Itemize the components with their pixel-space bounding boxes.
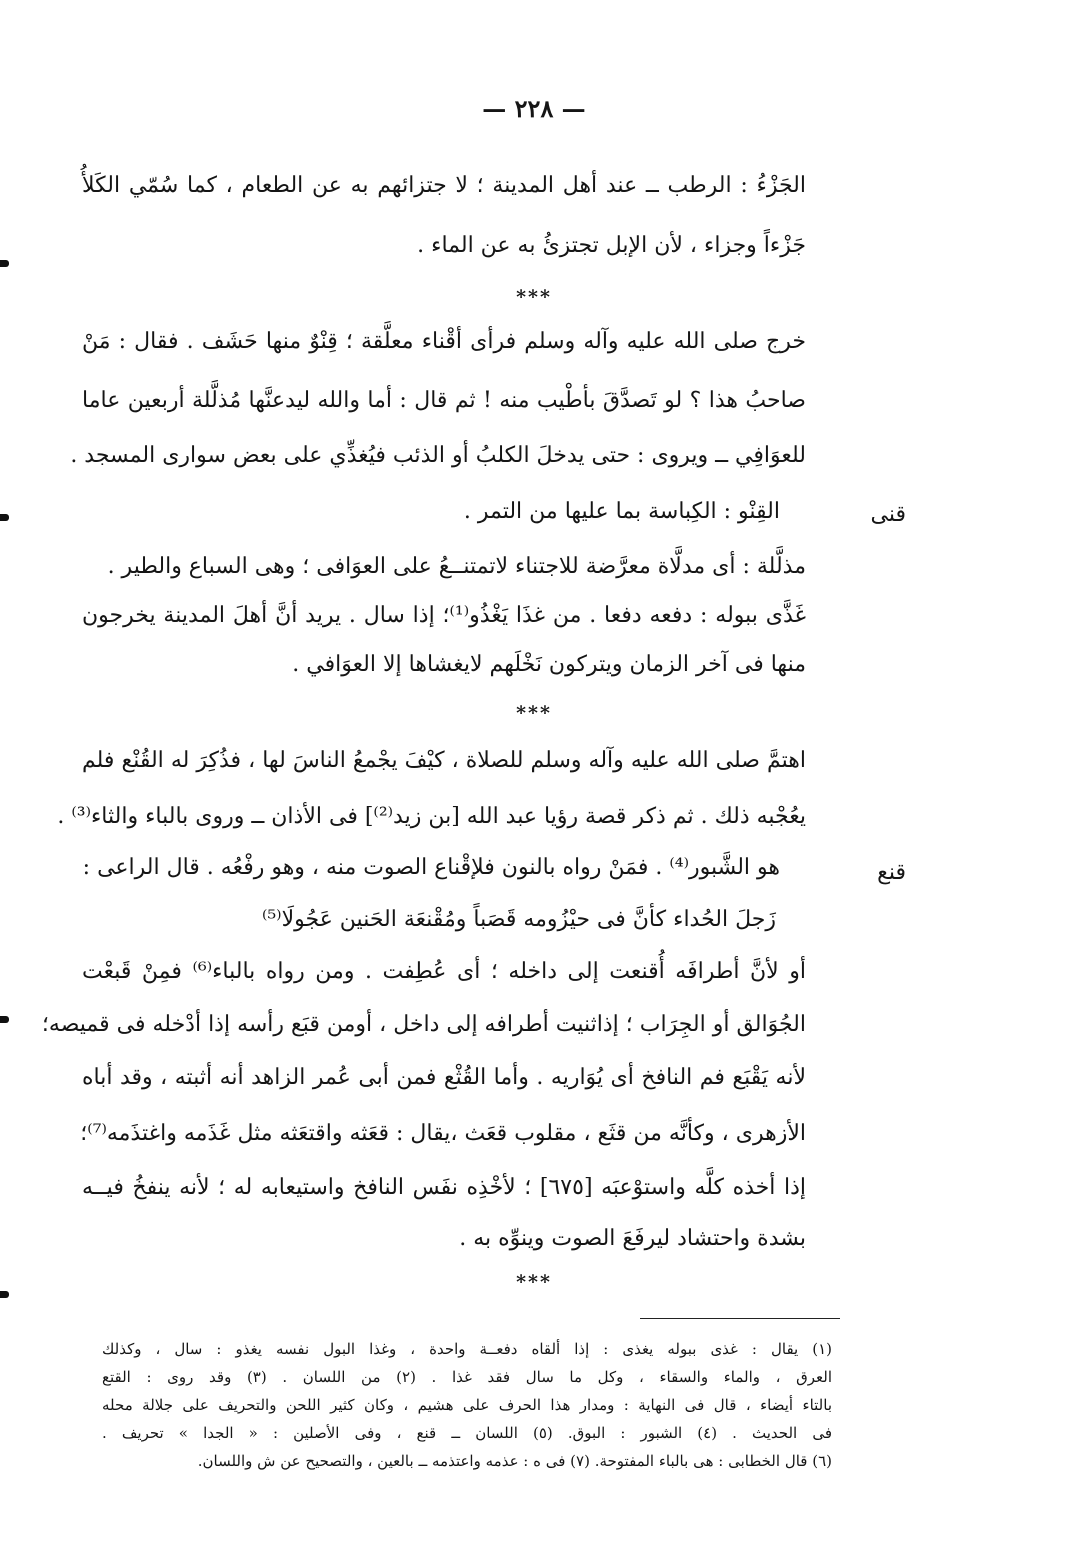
gloss-line: غَذَّى ببوله : دفعه دفعا . من غذَا يَغْذُو⁽¹⁾؛ إذا سال . يريد أنَّ أهلَ المدينة يخرجون [82, 603, 806, 628]
scan-edge-mark [0, 1291, 9, 1298]
text-line: خرج صلى الله عليه وآله وسلم فرأى أقْناء معلَّقة ؛ قِنْوٌ منها حَشَف . فقال : مَنْ [82, 329, 806, 354]
gloss-line: أو لأنَّ أطرافَه أُقنعت إلى داخله ؛ أى عُطِفت . ومن رواه بالباء⁽⁶⁾ فمِنْ قَبعْت [82, 959, 806, 984]
footnote-line: (٦) قال الخطابى : هى بالباء المفتوحة. (٧) فى ه : عذمه واعتذمه ــ بالعين ، والتصحيح عن ش واللسان. [197, 1452, 832, 1470]
text-line: صاحبُ هذا ؟ لو تَصدَّقَ بأطْيب منه ! ثم قال : أما والله ليدعنَّها مُذلَّلة أربعين عاما [82, 388, 806, 413]
text-line: للعوَافِي ــ ويروى : حتى يدخلَ الكلبُ أو الذئب فيُغذِّي على بعض سوارى المسجد . [70, 443, 806, 468]
footnote-line: فى الحديث . (٤) الشبور : البوق. (٥) اللسان ــ قنع ، وفى الأصلين : « الجدا » تحريف . [102, 1424, 833, 1442]
gloss-line: منها فى آخر الزمان ويتركون نَخْلَهم لايغشاها إلا العوَافي . [292, 652, 806, 677]
footnote-line: بالتاء أيضاء ، قال فى النهاية : ومدار هذا الحرف على هشيم ، وكان كثير اللحن والتحريف على جلالة محله [102, 1396, 832, 1414]
gloss-line: القِنْو : الكِباسة بما عليها من التمر . [463, 499, 780, 524]
text-line: جَزْءاً وجزاء ، لأن الإبل تجتزئُ به عن الماء . [417, 233, 806, 258]
scan-edge-mark [0, 260, 9, 267]
text-line: يعُجْبه ذلك . ثم ذكر قصة رؤيا عبد الله [بن زيد⁽²⁾] فى الأذان ــ وروى بالباء والثاء⁽³⁾ . [57, 804, 806, 829]
text-line: الجَزْءُ : الرطب ــ عند أهل المدينة ؛ لا جتزائهم به عن الطعام ، كما سُمّي الكَلأُ [82, 173, 806, 198]
section-separator: *** [516, 286, 552, 308]
page-number: — ٢٢٨ — [482, 94, 586, 123]
scan-edge-mark [0, 1016, 9, 1023]
scan-edge-mark [0, 514, 9, 521]
section-separator: *** [516, 1271, 552, 1293]
gloss-line: مذلَّلة : أى مدلَّاة معرَّضة للاجتناء لاتمتنــعُ على العوَافى ؛ وهى السباع والطير . [107, 554, 806, 579]
gloss-line: لأنه يَقْبَع فم النافخ أى يُوَاريه . وأما القُثْع فمن أبى عُمر الزاهد أنه أثبته ، وقد أباه [82, 1065, 806, 1090]
footnote-rule [640, 1318, 840, 1319]
margin-root-word: قنى [870, 502, 906, 527]
gloss-line: الأزهرى ، وكأنَّه من قثَع ، مقلوب قعَث ،يقال : قعَثه واقتعَثه مثل غَذَمه واغتذَمه⁽⁷⁾؛ [80, 1121, 806, 1146]
gloss-line: بشدة واحتشاد ليرفَعَ الصوت وينوِّه به . [459, 1226, 806, 1251]
footnote-line: (١) يقال : غذى ببوله يغذى : إذا ألقاه دفعــة واحدة ، وغذا البول نفسه يغذو : سال ، وكذلك [102, 1340, 832, 1358]
gloss-line: هو الشَّبور⁽⁴⁾ . فمَنْ رواه بالنون فلإقْناع الصوت منه ، وهو رفْعُه . قال الراعى : [82, 855, 780, 880]
poetry-verse: زَجلَ الحُداء كأنَّ فى حيْزُومه قَصَباً ومُقْنعَة الحَنين عَجُولَا⁽⁵⁾ [261, 907, 776, 932]
gloss-line: إذا أخذه كلَّه واستوْعبَه [٦٧٥] ؛ لأخْذِه نفَس النافخ واستيعابه له ؛ لأنه ينفخُ فيــه [82, 1175, 806, 1200]
margin-root-word: قنع [877, 860, 906, 885]
footnote-line: العرق ، والماء والسقاء ، وكل ما سال فقد غذا . (٢) من اللسان . (٣) وقد روى : القتع [102, 1368, 832, 1386]
text-line: اهتمَّ صلى الله عليه وآله وسلم للصلاة ، كيْفَ يجْمعُ الناسَ لها ، فذُكِرَ له القُنْع فلم [82, 748, 806, 773]
section-separator: *** [516, 702, 552, 724]
gloss-line: الجُوَالق أو الجِرَاب ؛ إذاثنيت أطرافه إلى داخل ، أومن قبَع رأسه إذا أدْخله فى قميصه؛ [41, 1012, 806, 1037]
